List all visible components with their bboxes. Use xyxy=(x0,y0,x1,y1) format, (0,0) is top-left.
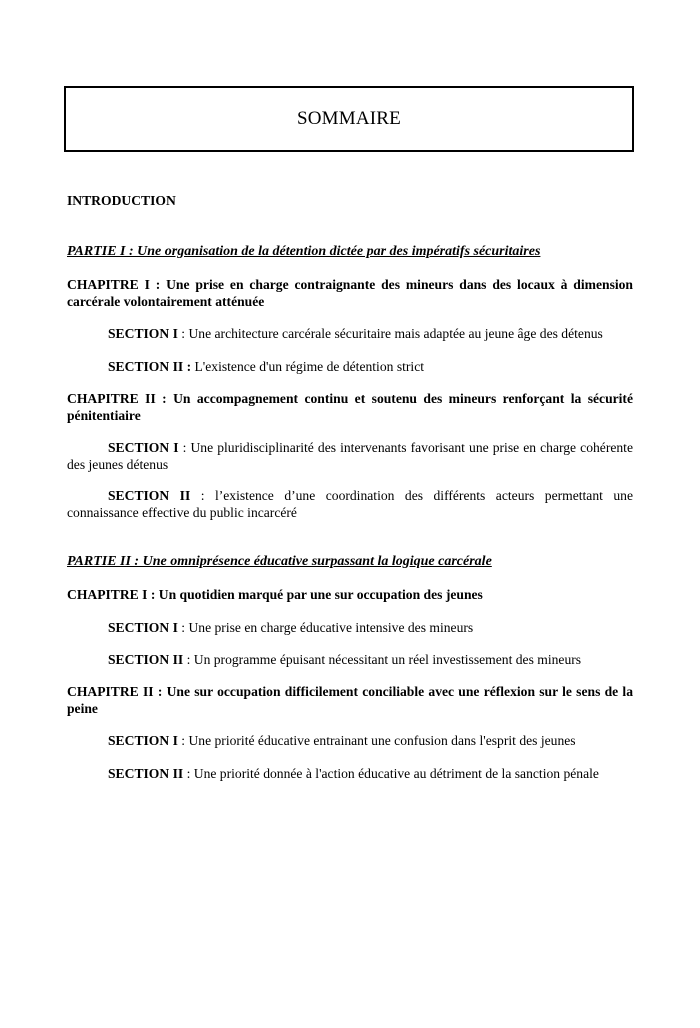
partie-1-chapitre-1-section-1 xyxy=(67,325,633,342)
partie-2-chapitre-2-section-1 xyxy=(67,732,633,749)
section-label: SECTION II xyxy=(108,766,184,781)
section-text: : Une prise en charge éducative intensive des mineurs xyxy=(177,620,474,635)
partie-1-chapitre-2-section-1 xyxy=(67,439,633,473)
section-text: : Une pluridisciplinarité des intervenants favorisant une prise en charge cohérente des jeunes détenus xyxy=(67,440,633,472)
partie-1-heading: PARTIE I : Une organisation de la détention dictée par des impératifs sécuritaires xyxy=(67,244,541,259)
partie-1-chapitre-1 xyxy=(67,276,633,310)
chapitre-label: CHAPITRE II xyxy=(67,684,154,699)
partie-1-chapitre-2-section-2 xyxy=(67,487,633,521)
section-text: : Une priorité éducative entrainant une confusion dans l'esprit des jeunes xyxy=(177,733,576,748)
section-label: SECTION I xyxy=(108,326,178,341)
page-title: SOMMAIRE xyxy=(296,108,401,129)
title-box xyxy=(64,86,634,152)
section-label: SECTION I xyxy=(108,440,179,455)
partie-2-chapitre-2 xyxy=(67,683,633,717)
partie-1-chapitre-1-section-2 xyxy=(67,358,633,375)
chapitre-label: CHAPITRE II xyxy=(67,391,156,406)
chapitre-text: : Une prise en charge contraignante des mineurs dans des locaux à dimension carcérale volontairement atténuée xyxy=(67,277,633,309)
chapitre-label: CHAPITRE I xyxy=(67,277,150,292)
section-text: : Un programme épuisant nécessitant un réel investissement des mineurs xyxy=(183,652,582,667)
chapitre-text: : Un quotidien marqué par une sur occupation des jeunes xyxy=(147,587,483,602)
section-label: SECTION II xyxy=(108,488,191,503)
partie-1-chapitre-2 xyxy=(67,390,633,424)
partie-2-chapitre-2-section-2 xyxy=(67,765,633,782)
partie-2-chapitre-1-section-1 xyxy=(67,619,633,636)
section-text: : Une priorité donnée à l'action éducative au détriment de la sanction pénale xyxy=(183,766,599,781)
partie-2-heading: PARTIE II : Une omniprésence éducative surpassant la logique carcérale xyxy=(67,554,492,569)
section-text: L'existence d'un régime de détention strict xyxy=(191,359,425,374)
section-text: : l’existence d’une coordination des différents acteurs permettant une connaissance effective du public incarcéré xyxy=(67,488,633,520)
introduction-heading: INTRODUCTION xyxy=(67,193,176,208)
section-label: SECTION I xyxy=(108,733,178,748)
chapitre-label: CHAPITRE I xyxy=(67,587,148,602)
chapitre-text: : Un accompagnement continu et soutenu des mineurs renforçant la sécurité pénitentiaire xyxy=(67,391,633,423)
chapitre-text: : Une sur occupation difficilement conciliable avec une réflexion sur le sens de la peine xyxy=(67,684,633,716)
section-label: SECTION II : xyxy=(108,359,192,374)
section-text: : Une architecture carcérale sécuritaire mais adaptée au jeune âge des détenus xyxy=(177,326,603,341)
partie-2-chapitre-1-section-2 xyxy=(67,651,633,668)
section-label: SECTION II xyxy=(108,652,184,667)
section-label: SECTION I xyxy=(108,620,178,635)
partie-2-chapitre-1 xyxy=(67,586,633,603)
